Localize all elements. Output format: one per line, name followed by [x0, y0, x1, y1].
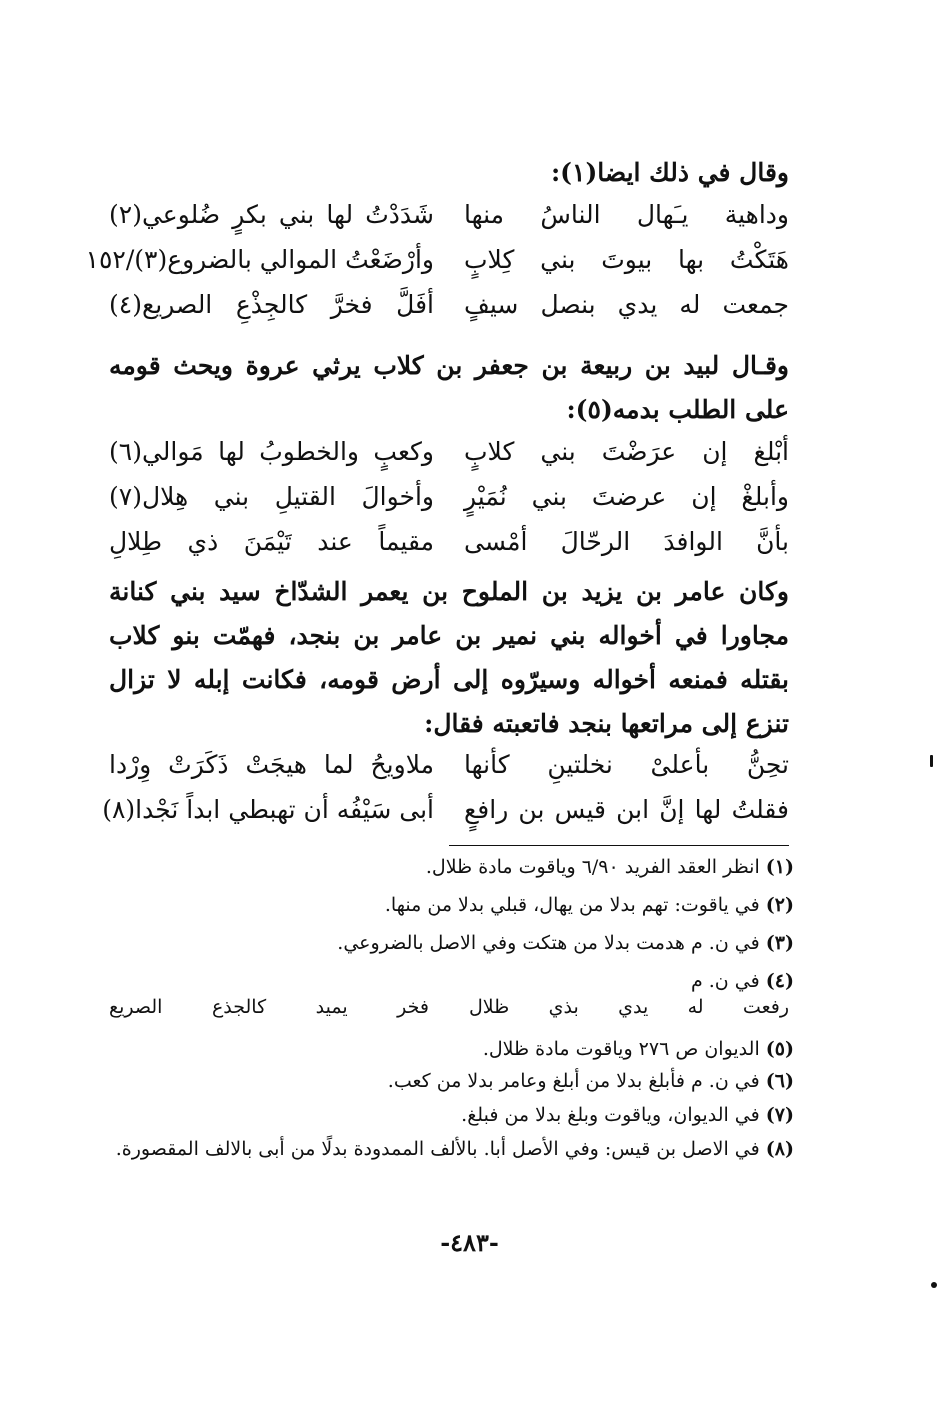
footnote [94, 890, 794, 920]
verse-line [109, 437, 789, 481]
verse-first-hemistich: وداهية يـَهال الناسُ منها [464, 200, 789, 229]
verse-first-hemistich: رفعت له يدي بذي ظلال [469, 996, 789, 1018]
footnote-text: في الاصل بن قيس: وفي الأصل أبا. بالألف الممدودة بدلًا من أبى بالالف المقصورة. [115, 1138, 760, 1160]
scan-mark [931, 1282, 937, 1288]
footnote-text: في ن. م فأبلغ بدلا من أبلغ وعامر بدلا من كعب. [387, 1070, 760, 1092]
footnote [94, 966, 794, 996]
verse-second-hemistich: وأرْضَعْتُ الموالي بالضروع(٣)/١٥٢ [85, 245, 434, 274]
page-number: -٤٨٣- [440, 1228, 499, 1257]
footnote [94, 1066, 794, 1096]
footnote-number: (١) [765, 856, 794, 878]
footnote [94, 1100, 794, 1130]
verse-first-hemistich: هَتَكْتُ بها بيوتَ بني كِلابٍ [464, 245, 789, 274]
verse-second-hemistich: أبى سَيْفُه أن تهبطي ابداً نَجْدا(٨) [102, 795, 434, 824]
verse-line [109, 290, 789, 334]
footnote [94, 1034, 794, 1064]
scan-mark [930, 755, 933, 767]
footnote-text: في ياقوت: تهم بدلا من يهال، قبلي بدلا من منها. [384, 894, 760, 916]
verse-line [109, 200, 789, 244]
verse-line [102, 795, 789, 839]
footnote-text: انظر العقد الفريد ٦/٩٠ وياقوت مادة ظلال. [425, 856, 760, 878]
footnote-number: (٣) [765, 932, 794, 954]
footnote-number: (٧) [765, 1104, 794, 1126]
footnote-number: (٦) [765, 1070, 794, 1092]
footnote [94, 928, 794, 958]
verse-first-hemistich: فقلتُ لها إنَّ ابن قيس بن رافعٍ [464, 795, 789, 824]
verse-first-hemistich: وأبلغْ إن عرضتَ بني نُمَيْرٍ [464, 482, 789, 511]
verse-first-hemistich: بأنَّ الوافدَ الرحّالَ أمْسى [464, 527, 789, 556]
verse-second-hemistich: وأخوالَ القتيلِ بني هِلال(٧) [109, 482, 434, 511]
verse-first-hemistich: أبْلغ إن عرَضْتَ بني كلابٍ [464, 437, 789, 466]
verse-line [85, 245, 789, 289]
footnote-text: في الديوان، وياقوت وبلغ بدلا من فبلغ. [461, 1104, 760, 1126]
footnote-number: (٥) [765, 1038, 794, 1060]
prose-paragraph: وقـال لبيد بن ربيعة بن جعفر بن كلاب يرثي عروة ويحث قومه على الطلب بدمه(٥): [109, 351, 789, 424]
verse-line [109, 750, 789, 794]
footnote-text: في ن. م [690, 970, 760, 992]
footnote-text: في ن. م هدمت بدلا من هتكت وفي الاصل بالضروعي. [337, 932, 760, 954]
verse-second-hemistich: ملاويحُ لما هيجَتْ ذَكَرَتْ وِرْدا [109, 750, 434, 779]
footnote [104, 1134, 794, 1164]
footnote-number: (٤) [765, 970, 794, 992]
footnote-text: الديوان ص ٢٧٦ وياقوت مادة ظلال. [482, 1038, 760, 1060]
verse-first-hemistich: جمعت له يدي بنصل سيفٍ [464, 290, 789, 319]
verse-second-hemistich: وكعبٍ والخطوبُ لها مَوالي(٦) [109, 437, 434, 466]
intro-line: وقال في ذلك ايضا(١): [550, 158, 789, 187]
footnote-number: (٢) [765, 894, 794, 916]
verse-second-hemistich: مقيماً عند تَيْمَنَ ذي طِلالِ [109, 527, 434, 556]
verse-second-hemistich: شَدَدْتُ لها بني بكرٍ ضُلوعي(٢) [109, 200, 434, 229]
verse-second-hemistich: أفَلَّ فخرَّ كالجِذْعِ الصريع(٤) [109, 290, 434, 319]
verse-line [109, 482, 789, 526]
verse-second-hemistich: فخر يميد كالجذع الصريع [109, 996, 429, 1018]
footnote-divider [449, 845, 789, 846]
footnote [94, 852, 794, 882]
prose-paragraph: وكان عامر بن يزيد بن الملوح بن يعمر الشدّاخ سيد بني كنانة مجاورا في أخواله بني نمير بن عامر بن بنجد، فهمّت بنو كلاب بقتله فمنعه أخواله وسيرّوه إلى أرض قومه، فكانت إبله لا تزال تنزع إلى مراتعها بنجد فاتعبته فقال: [109, 577, 789, 738]
verse-first-hemistich: تحِنُّ بأعلىْ نخلتينِ كأنها [464, 750, 789, 779]
verse-line [109, 527, 789, 571]
footnote-number: (٨) [765, 1138, 794, 1160]
